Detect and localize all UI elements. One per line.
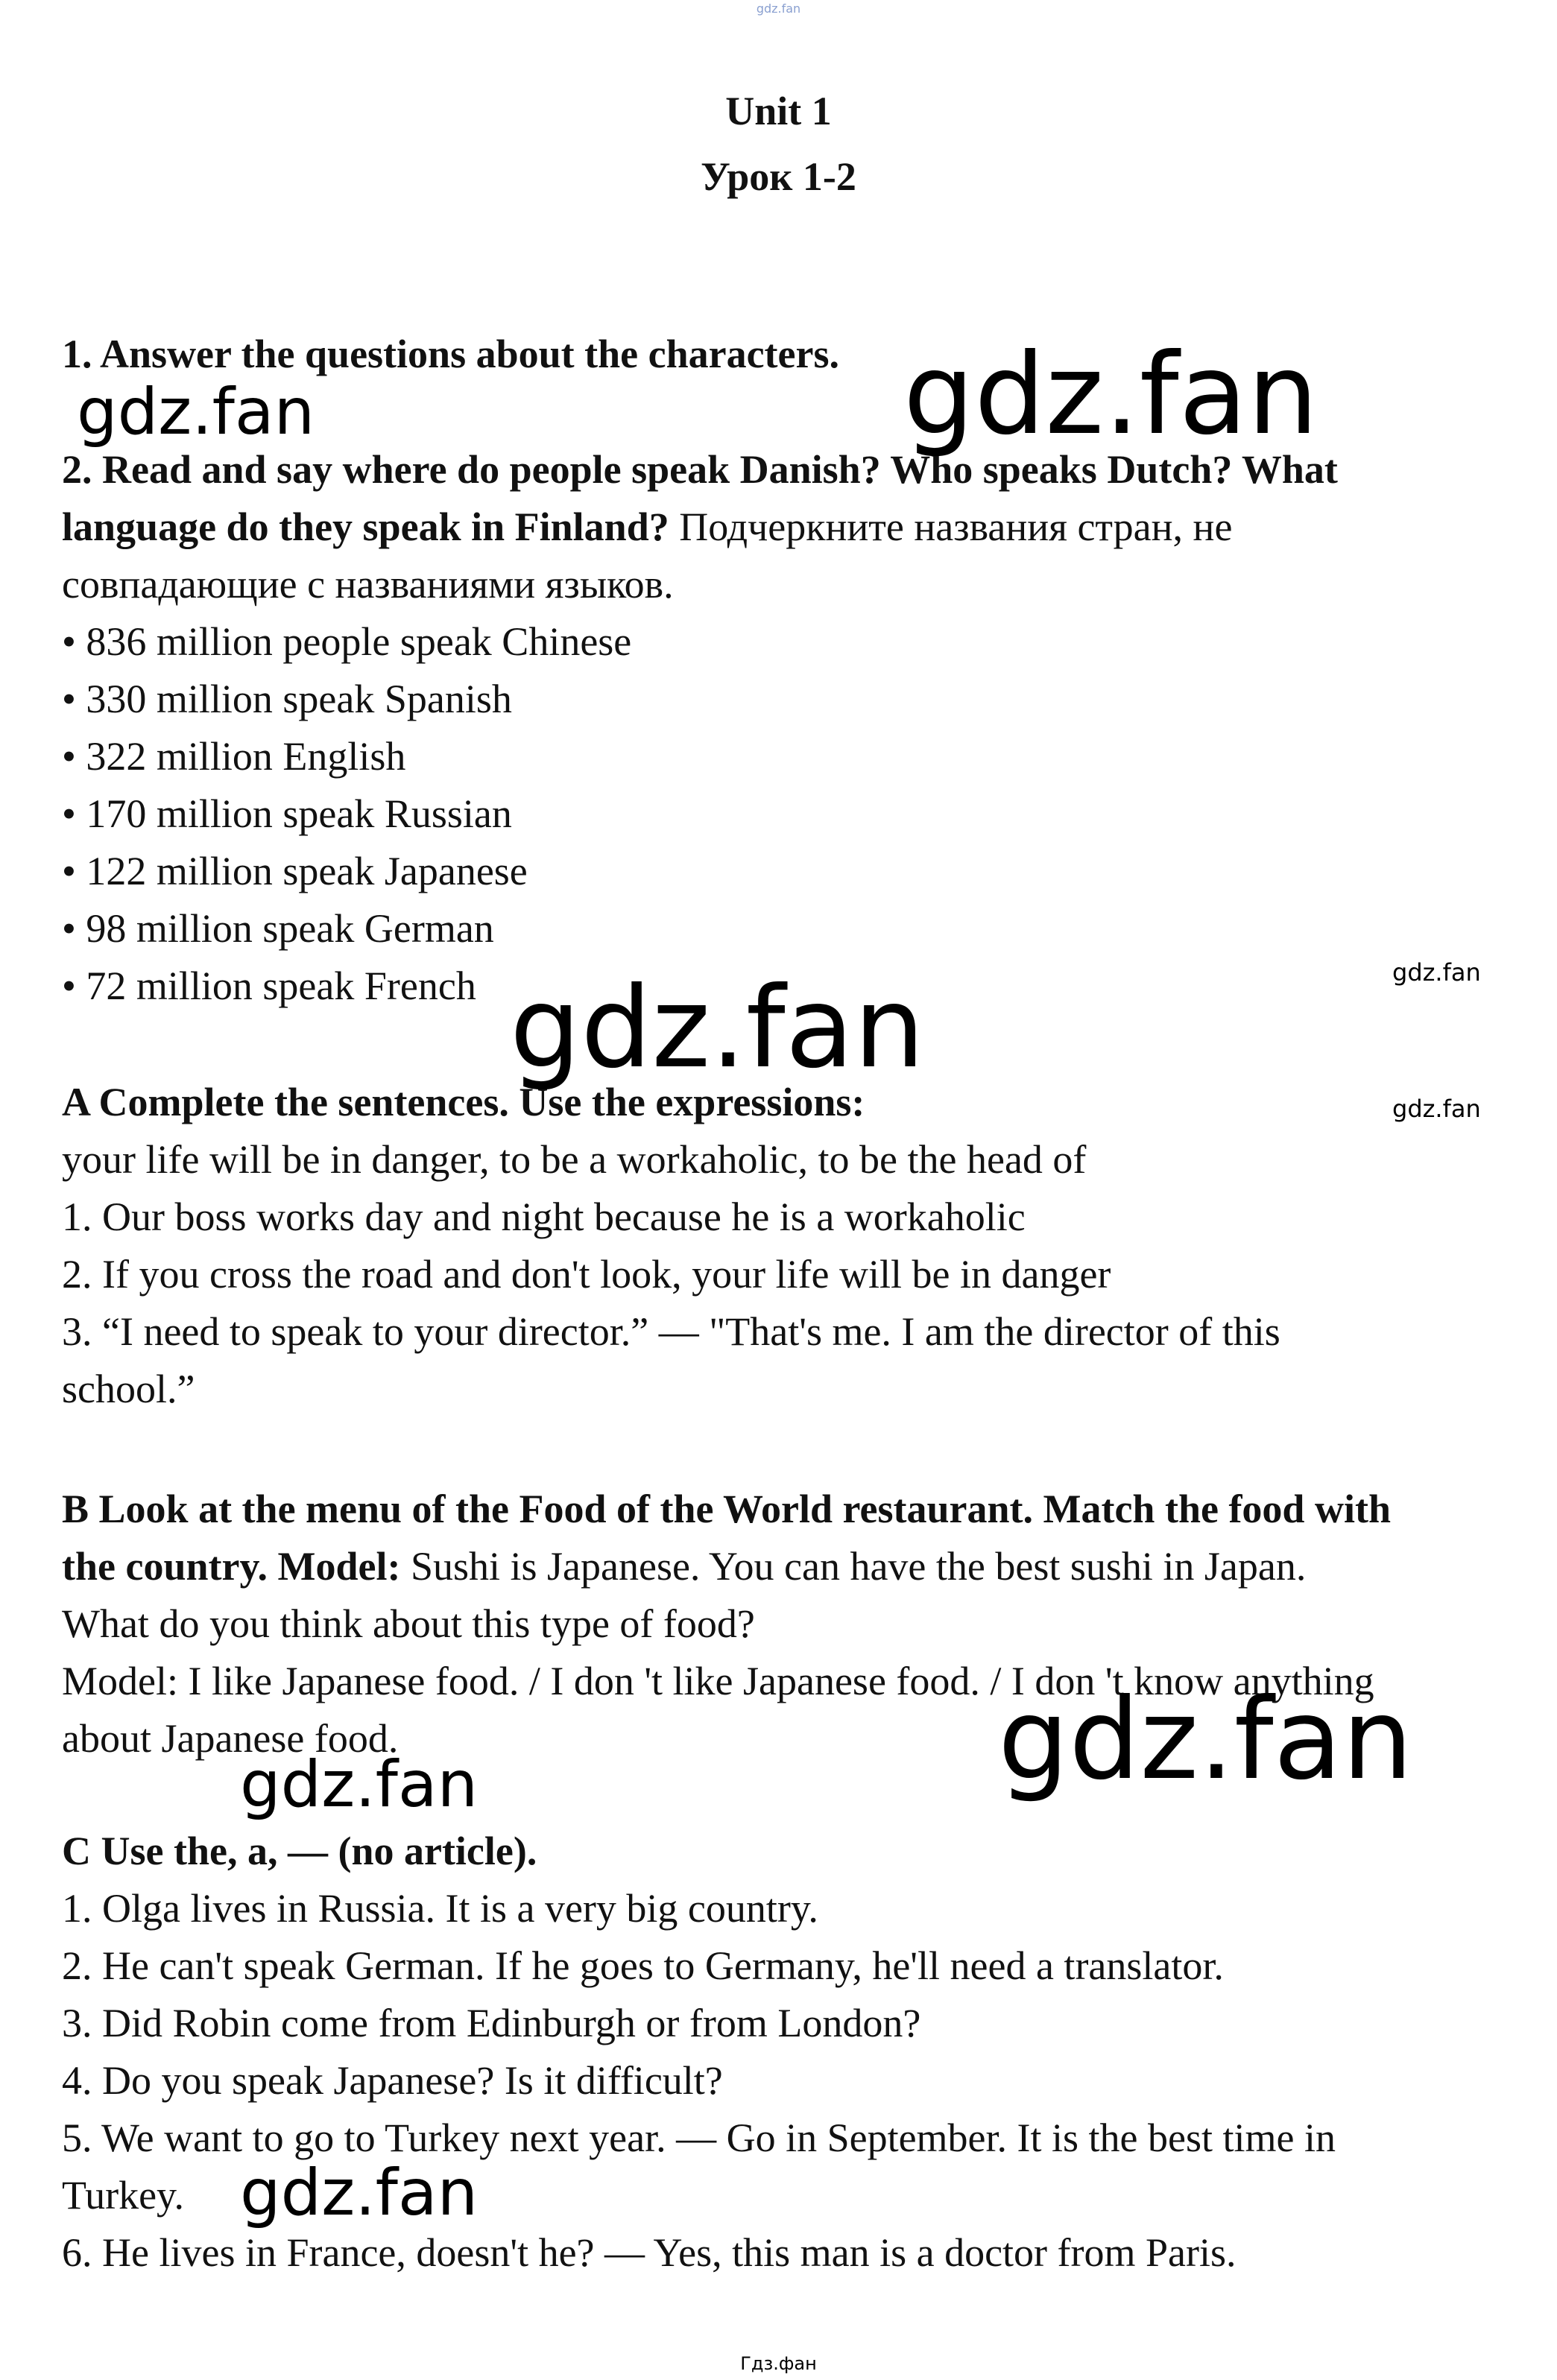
watermark: gdz.fan — [998, 1675, 1413, 1805]
section-a-line: 2. If you cross the road and don't look, your life will be in danger — [62, 1252, 1111, 1297]
section-a-heading: A Complete the sentences. Use the expressions: — [62, 1080, 865, 1124]
bottom-watermark: Гдз.фан — [740, 2353, 817, 2374]
section-a-expressions: your life will be in danger, to be a workaholic, to be the head of — [62, 1137, 1087, 1182]
language-list-item: • 330 million speak Spanish — [62, 677, 512, 721]
exercise-2-heading-bold: language do they speak in Finland? — [62, 504, 669, 549]
language-list-item: • 836 million people speak Chinese — [62, 619, 632, 664]
watermark: gdz.fan — [903, 330, 1318, 460]
section-b-line: Model: I like Japanese food. / I don 't like Japanese food. / I don 't know anything — [62, 1659, 1374, 1703]
section-c-line: 5. We want to go to Turkey next year. — Go in September. It is the best time in — [62, 2115, 1336, 2160]
exercise-2-heading-line-2 — [62, 499, 1232, 556]
watermark: gdz.fan — [510, 963, 925, 1093]
small-watermark: gdz.fan — [1392, 958, 1481, 987]
section-c-line: 3. Did Robin come from Edinburgh or from London? — [62, 2001, 921, 2045]
language-list-item: • 122 million speak Japanese — [62, 849, 528, 893]
watermark: gdz.fan — [77, 375, 315, 449]
language-list-item: • 322 million English — [62, 734, 406, 779]
section-b-line: about Japanese food. — [62, 1716, 399, 1761]
top-watermark: gdz.fan — [756, 1, 801, 16]
language-list-item: • 98 million speak German — [62, 906, 494, 951]
unit-title: Unit 1 — [725, 89, 832, 133]
exercise-2-heading-line-1: 2. Read and say where do people speak Danish? Who speaks Dutch? What — [62, 447, 1338, 492]
section-a-line: school.” — [62, 1367, 195, 1411]
exercise-2-heading-line-3: совпадающие с названиями языков. — [62, 562, 674, 607]
section-c-line: 2. He can't speak German. If he goes to Germany, he'll need a translator. — [62, 1943, 1224, 1988]
watermark: gdz.fan — [240, 2156, 479, 2230]
section-c-line: 6. He lives in France, doesn't he? — Yes, this man is a doctor from Paris. — [62, 2230, 1237, 2275]
section-c-line: 4. Do you speak Japanese? Is it difficult? — [62, 2058, 723, 2103]
section-b-line: What do you think about this type of food? — [62, 1601, 755, 1646]
section-b-heading-rest: Sushi is Japanese. You can have the best sushi in Japan. — [400, 1544, 1307, 1589]
section-a-line: 3. “I need to speak to your director.” — "That's me. I am the director of this — [62, 1309, 1280, 1354]
small-watermark: gdz.fan — [1392, 1095, 1481, 1123]
section-c-line: 1. Olga lives in Russia. It is a very big country. — [62, 1886, 818, 1931]
exercise-1-heading: 1. Answer the questions about the characters. — [62, 332, 839, 376]
lesson-title: Урок 1-2 — [701, 154, 856, 199]
language-list-item: • 170 million speak Russian — [62, 791, 512, 836]
exercise-2-heading-rest: Подчеркните названия стран, не — [669, 504, 1233, 549]
language-list-item: • 72 million speak French — [62, 963, 476, 1008]
section-b-heading-line-2 — [62, 1538, 1306, 1595]
section-c-heading: C Use the, a, — (no article). — [62, 1829, 537, 1873]
section-b-heading-line-1: B Look at the menu of the Food of the World restaurant. Match the food with — [62, 1487, 1391, 1531]
section-b-heading-bold: the country. Model: — [62, 1544, 401, 1589]
watermark: gdz.fan — [240, 1747, 479, 1822]
section-c-line: Turkey. — [62, 2173, 185, 2218]
section-a-line: 1. Our boss works day and night because he is a workaholic — [62, 1194, 1026, 1239]
